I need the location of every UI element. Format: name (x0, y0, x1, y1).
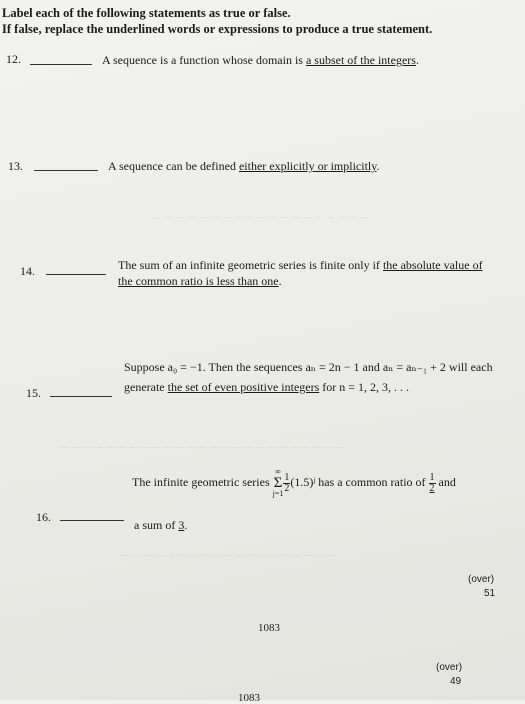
problem-16-answer-blank[interactable] (60, 520, 124, 521)
page-number-center: 1083 (258, 622, 280, 634)
problem-14-number: 14. (20, 264, 35, 278)
page-number-bottom-partial: 1083 (238, 692, 260, 704)
over-label-2: (over) (436, 662, 463, 673)
problem-13-underlined: either explicitly or implicitly (238, 159, 377, 173)
page-number-51: 51 (484, 588, 496, 599)
problem-12-statement: A sequence is a function whose domain is a subset of the integers. (102, 53, 419, 67)
problem-16-number: 16. (36, 510, 51, 524)
problem-15-statement-line-2: generate the set of even positive integers for n = 1, 2, 3, . . . (124, 380, 410, 394)
problem-13-statement: A sequence can be defined either explicitly or implicitly. (108, 159, 380, 173)
over-label-1: (over) (468, 574, 495, 585)
page-number-49: 49 (450, 676, 462, 687)
problem-14-underlined-2: the common ratio is less than one (118, 274, 279, 288)
problem-15-underlined: the set of even positive integers (167, 380, 320, 394)
problem-16-statement-line-2: a sum of 3. (134, 518, 188, 532)
bleed-through-text: ─ ─ ─ ─ ─ ─ ─ ─ ─ ─ ─ ─ ─ ─ ─ ─ ─ ─ ─ (120, 548, 336, 562)
problem-16-underlined-sum: 3 (178, 518, 185, 532)
problem-15-statement-line-1: Suppose a₀ = −1. Then the sequences aₙ = 2n − 1 and aₙ = aₙ₋₁ + 2 will each (124, 360, 493, 374)
problem-14-answer-blank[interactable] (46, 274, 106, 275)
problem-15-number: 15. (26, 386, 41, 400)
instructions-line-1: Label each of the following statements as true or false. (2, 6, 291, 20)
problem-14-statement: The sum of an infinite geometric series is finite only if the absolute value of (118, 258, 483, 272)
bleed-through-text: — ─ ─ ─ ─ ─ ─ ─ ─ ─ ─ ─ ─ ─ ─ ─ ─ ─ ─ (150, 210, 370, 224)
bleed-through-text: ─ ─ ─ ─ ─ ─ ─ ─ ─ ─ ─ ─ ─ ─ ─ ─ ─ ─ ─ ─ ─ ─ ─ ─ ─ (60, 440, 345, 454)
common-ratio-fraction: $\frac{1}{2}$ (429, 471, 435, 494)
problem-14-underlined-1: the absolute value of (382, 258, 483, 272)
problem-12-number: 12. (6, 52, 21, 66)
problem-16-statement-line-1: The infinite geometric series ∞ Σ j=1 $\frac{1}{2}$ (1.5)ʲ has a common ratio of $\frac{1}{2}$ and (132, 467, 456, 498)
problem-12-underlined: a subset of the integers (305, 53, 416, 67)
summation-symbol: ∞ Σ j=1 (272, 467, 284, 498)
problem-13-number: 13. (8, 159, 23, 173)
problem-12-answer-blank[interactable] (30, 64, 92, 65)
series-coefficient-fraction: $\frac{1}{2}$ (284, 471, 290, 494)
problem-14-statement-line-2: the common ratio is less than one. (118, 274, 282, 288)
problem-15-answer-blank[interactable] (50, 396, 112, 397)
instructions-line-2: If false, replace the underlined words or expressions to produce a true statement. (2, 22, 433, 36)
problem-13-answer-blank[interactable] (34, 170, 98, 171)
